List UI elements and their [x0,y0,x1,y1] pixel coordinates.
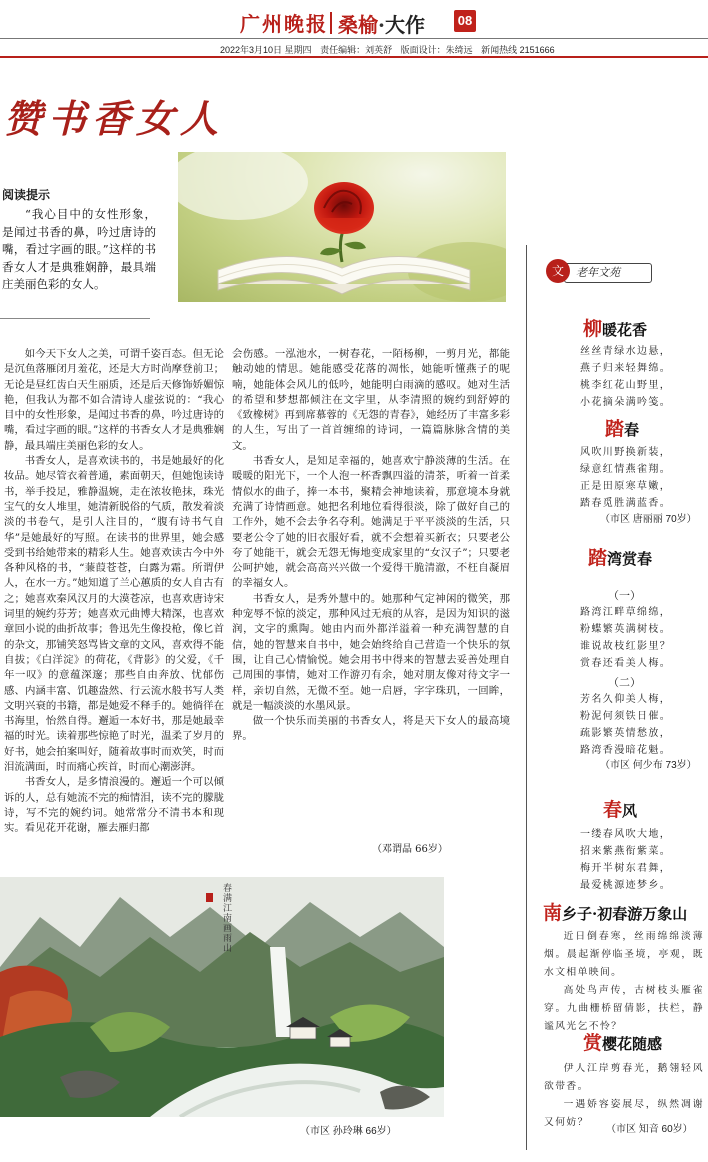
poem-body [580,604,671,672]
poem-line: 疏影繁英情愁放， [580,728,672,739]
article-paragraph: 书香女人，是知足幸福的，她喜欢宁静淡薄的生活。在暖暖的阳光下，一个人泡一杯香飘四溢的清茶，听着一首柔情似水的曲子，捧一本书，聚精会神地读着，那意境本身就充满了诗情画意。她把名利地位看得很淡，除了做好自己的工作外，她不会去争名夺利。她满足于平平淡淡的生活，只要老公令了她的旧衣服好看，就不会想着买新衣；只要老公夸了她能干，就会无怨无悔地变成家里的“女汉子”；只要老公呵护她，就会高高兴兴做一个爱得干脆清澈，不枉自凝眉的幸福女人。 [232,455,510,590]
poem-line: 桃李红花山野里， [580,380,672,391]
section-title-dot: · [378,13,385,37]
poem-line: 路湾香漫暗花魁。 [580,745,672,756]
poem-line: 粉泥何须铁日催。 [580,711,672,722]
masthead-info [220,43,561,56]
poem-title-cap: 柳 [583,318,603,340]
poem-body [580,691,671,759]
masthead-rule [0,38,708,39]
page-number-badge: 08 [454,10,476,32]
masthead-rule-red [0,56,708,58]
landscape-painting [0,877,444,1117]
poem-title-rest: 湾赏春 [607,550,653,568]
poem-author: （市区 唐丽丽 70岁） [600,514,697,525]
poem-body [580,343,671,411]
reading-tip-rule [0,318,150,319]
article-author: （邓谓晶 66岁） [372,844,448,855]
article-paragraph: 书香女人，是秀外慧中的。她那种气定神闲的微笑，那种宠辱不惊的淡定，那种风过无痕的从容，是因为知识的滋润，文字的熏陶。她由内而外都洋溢着一种充满智慧的自信，她的智慧来自书中，她会始终给自己营造一个快乐的氛围，让自己心情愉悦。她会用书中得来的智慧去妥善处理自己周围的事情，她对工作游刃有余，她对朋友像对待文字一样，亲切自然，无微不至。她一启唇，字字珠玑，一回眸，就是一幅淡淡的水墨风景。 [232,592,510,712]
poem-title-cap: 春 [603,799,623,821]
poem-title [605,414,639,441]
poem-title [583,1028,662,1055]
poem-title [603,795,637,822]
poem-line: 踏春觅胜满蓝香。 [580,498,672,509]
poem-title [583,314,647,341]
article-paragraph: 会伤感。一泓池水，一树春花，一陌杨柳，一剪月光，都能触动她的情思。她能感受花落的凋怅，她能听懂燕子的呢喃，她能体会风儿的低吟，她能明白雨滴的感叹。她对生活的希望和梦想都倾注在文字里，从李清照的婉约到舒婷的《致橡树》再到席慕蓉的《无怨的青春》，她经历了丰富多彩的人生，写出了一首首缠绵的诗词，一篇篇脉脉含情的美文。 [232,348,510,452]
issue-date: 2022年3月10日 星期四 [220,45,312,55]
painting-inscription: 春满江南画雨山 [221,883,231,953]
poem-title [543,898,687,925]
article-paragraph: 做一个快乐而美丽的书香女人，将是天下女人的最高境界。 [232,715,510,743]
painting-seal [206,893,213,902]
poem-part-label: （一） [608,589,641,602]
poem-line: 燕子归来轻舞绵。 [580,363,672,374]
poem-line: 路湾江畔草绵绵， [580,607,672,618]
poem-line: 粉蝶繁英满树枝。 [580,624,672,635]
poem-title-rest: 风 [622,802,638,820]
editor-credit: 责任编辑：刘英舒 [320,45,393,55]
poem-line: 梅开半树东君舞， [580,863,672,874]
sidebar-label-text: 老年文苑 [576,266,620,279]
poem-title-rest: 樱花随感 [602,1035,663,1053]
painting-author: （市区 孙玲琳 66岁） [300,1126,397,1137]
article-paragraph: 书香女人，是多情浪漫的。邂逅一个可以倾诉的人，总有她流不完的痴情泪，读不完的朦胧诗，写不完的婉约词。她常常分不清书本和现实。看见花开花谢，雁去雁归都 [4,776,224,835]
newspaper-brand: 广州晚报 [240,12,328,36]
sidebar-divider [526,245,527,1150]
sidebar-label-icon: 文 [546,259,570,283]
article-paragraph: 书香女人，是喜欢读书的，书是她最好的化妆品。她尽管衣着普通，素面朝天，但她饱读诗书，举手投足，雅静温婉，走在浓妆艳抹，珠光宝气的女人堆里，她清新脱俗的气质，散发着淡淡的书卷气，是引人注目的，“腹有诗书气自华”是她最好的写照。在读书的世界里，她会感受到书给她带来的精彩人生。她喜欢读古今中外各种风格的书，“蒹葭苍苍，白露为霜。所谓伊人，在水一方。”她知道了兰心蕙质的女人自古有之；她喜欢秦风汉月的大漠苍凉，也喜欢唐诗宋词里的婉约芬芳；她喜欢元曲博大精深，也喜欢章回小说的曲折故事；鲁迅先生像投枪，像匕首的杂文，那铺笑怒骂皆文章的文风，喜欢得不能自拔；《白洋淀》的荷花，《背影》的父爱，《千年一叹》的意蕴深邃；那些自由奔放、忧郁伤感、内涵丰富、饥趣盎然、行云流水般书写人类文明兴衰的书籍，都是她爱不释手的。她徜徉在书海里，怡然自得。邂逅一本好书，那是她最幸福的时光。读着那些惊艳了时光，温柔了岁月的好书，她会拍案叫好，随着故事时而欢笑，时而泪流满面，时而痛心疾首，时而心潮澎湃。 [4,455,224,774]
poem-body [580,444,671,512]
book-rose-illustration [178,152,506,302]
poem-title [588,543,652,570]
poem-line: 一缕春风吹大地， [580,829,672,840]
article-column-right [232,347,510,745]
poem-line: 小花摘朵满吟笺。 [580,397,672,408]
poem-paragraph: 近日倒春寒，丝雨绵绵淡薄烟。晨起渐停临圣境，亭观，既水文相单映间。 [544,931,704,978]
poem-paragraph: 伊人江岸剪春光，鹅翎轻风欲带香。 [544,1063,704,1092]
reading-tip-text: “我心目中的女性形象，是闻过书香的鼻，吟过唐诗的嘴，看过字画的眼。”这样的书香女人才是典雅娴静，最具端庄美丽色彩的女人。 [2,207,156,291]
poem-title-rest: 暖花香 [602,321,648,339]
section-title-b: 大作 [384,13,425,37]
poem-part-label: （二） [608,676,641,689]
poem-line: 赏春还看美人梅。 [580,658,672,669]
designer-credit: 版面设计：朱绮远 [400,45,473,55]
poem-line: 正是田原寒草嫩， [580,481,672,492]
poem-paragraph: 高处鸟声传，古树枝头雁雀穿。九曲栅桥留倩影，扶栏，静谧风光乞不怜？ [544,985,704,1032]
section-title-a: 桑榆 [338,13,378,37]
poem-author: （市区 知音 60岁） [606,1124,693,1135]
poem-line: 丝丝青绿水边悬， [580,346,672,357]
book-rose-photo [178,152,506,302]
poem-paragraph: 一遇娇容姿展尽，纵然凋谢又何妨？ [544,1099,704,1128]
poem-author: （市区 何少布 73岁） [600,760,697,771]
poem-line: 最爱桃源迹梦乡。 [580,880,672,891]
poem-line: 芳名久仰美人梅， [580,694,672,705]
article-paragraph: 如今天下女人之美，可谓千姿百态。但无论是沉鱼落雁闭月羞花，还是大方时尚摩登前卫；无论是昼红齿白天生丽质，还是后天修饰娇媚惊艳，但我认为都不如合清诗人虚弦说的：“我心目中的女性形象，是闻过书香的鼻，吟过唐诗的嘴，看过字画的眼。”这样的书香女人才是典雅娴静，最具端庄美丽色彩的女人。 [4,348,224,452]
article-column-left [4,347,224,837]
masthead-separator [330,12,332,34]
poem-line: 绿意红情燕雀翔。 [580,464,672,475]
poem-line: 招来紫燕衔紫菜。 [580,846,672,857]
poem-line: 谁说故枝红影里？ [580,641,672,652]
poem-title-cap: 踏 [605,418,625,440]
poem-prose [544,928,704,1036]
poem-body [580,826,671,894]
poem-title-cap: 踏 [588,547,608,569]
news-hotline: 新闻热线 2151666 [481,45,555,55]
poem-title-rest: 春 [624,421,640,439]
poem-title-cap: 南 [543,902,563,924]
reading-tip-heading: 阅读提示 [2,188,51,202]
article-title: 赞书香女人 [4,96,225,141]
sidebar-column-label [546,259,656,285]
section-title [338,9,425,38]
poem-title-cap: 赏 [583,1032,603,1054]
poem-line: 风吹川野换新装， [580,447,672,458]
poem-title-rest: 乡子·初春游万象山 [562,905,688,923]
